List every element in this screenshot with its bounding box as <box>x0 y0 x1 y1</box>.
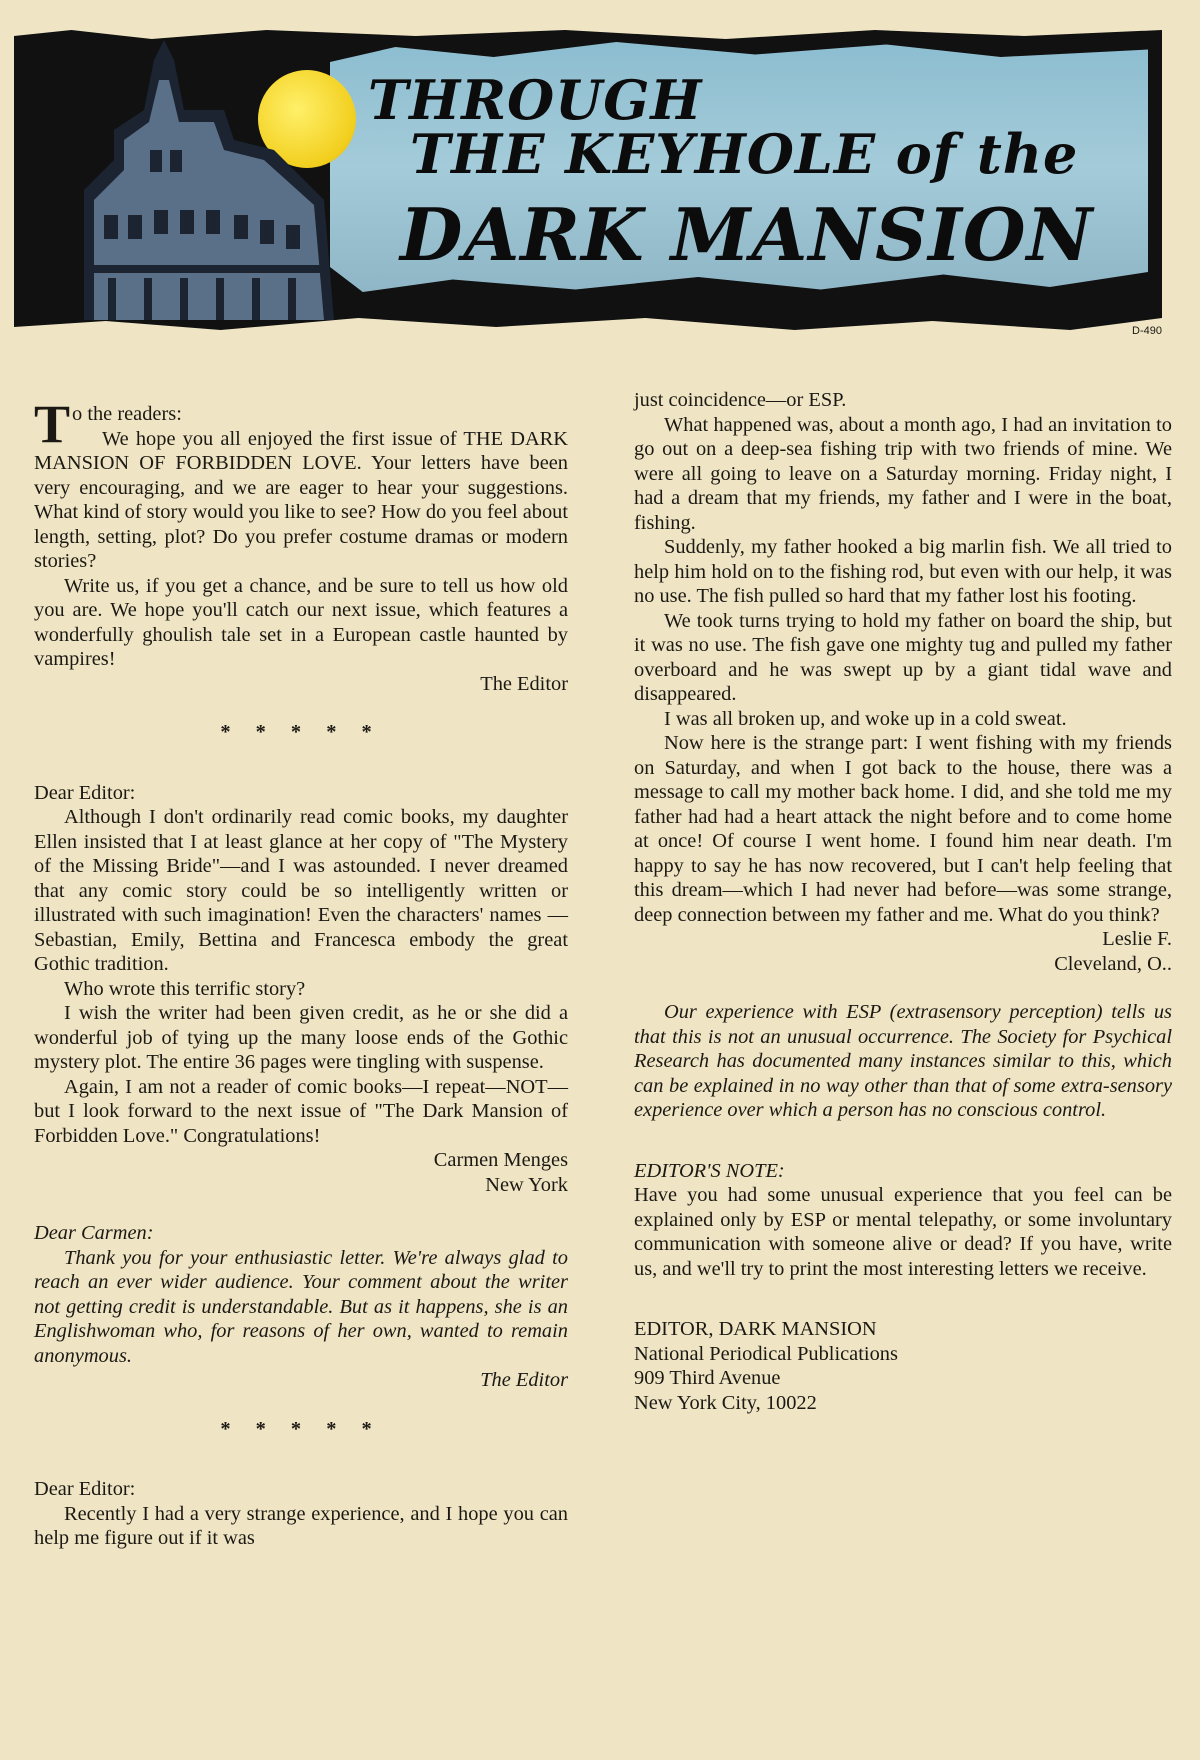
banner-title-line1: THROUGH <box>368 68 703 132</box>
reply2-body: Our experience with ESP (extrasensory perception) tells us that this is not an unusual occurrence. The Society for Psychical Research has documented many instances similar to this, which can be explained in no way other than that of some extra-sensory experience over which a person has no conscious control. <box>634 1001 1172 1121</box>
left-column <box>34 394 569 1551</box>
page-code: D-490 <box>1132 325 1162 337</box>
drop-cap: T <box>34 394 71 454</box>
reply1-signature: The Editor <box>480 1369 568 1391</box>
banner-title-line2: THE KEYHOLE of the <box>410 122 1079 186</box>
editors-note-heading: EDITOR'S NOTE: <box>634 1159 785 1182</box>
right-column <box>634 388 1172 1415</box>
letter2-signature-place: Cleveland, O.. <box>1054 952 1172 975</box>
reply1-salutation: Dear Carmen: <box>34 1222 154 1244</box>
address-line-3: 909 Third Avenue <box>634 1367 781 1389</box>
mansion-illustration <box>84 40 334 320</box>
intro-signature: The Editor <box>480 672 568 695</box>
letter1-signature-place: New York <box>485 1173 568 1196</box>
intro-salutation: To the readers: <box>34 394 182 454</box>
address-line-1: EDITOR, DARK MANSION <box>634 1318 877 1340</box>
letter2-paragraph-3: Suddenly, my father hooked a big marlin fish. We all tried to help him hold on to the fishing rod, but even with our help, it was no use. The fish pulled so hard that my father lost his footing. <box>634 536 1172 607</box>
address-line-2: National Periodical Publications <box>634 1342 898 1365</box>
letter1-signature-name: Carmen Menges <box>433 1149 568 1171</box>
letter2-salutation: Dear Editor: <box>34 1478 136 1500</box>
letter2-paragraph-2: What happened was, about a month ago, I had an invitation to go out on a deep-sea fishing trip with two friends of mine. We were all going to leave on a Saturday morning. Friday night, I had a dream that my friends, my father and I were in the boat, fishing. <box>634 413 1172 534</box>
letter1-paragraph-3: I wish the writer had been given credit, as he or she did a wonderful job of tying up the many loose ends of the Gothic mystery plot. The entire 36 pages were tingling with suspense. <box>34 1002 568 1073</box>
address-line-4: New York City, 10022 <box>634 1391 817 1414</box>
mailing-address <box>634 1317 1172 1415</box>
letter1-paragraph-2: Who wrote this terrific story? <box>64 977 306 1000</box>
letter2-paragraph-1: Recently I had a very strange experience, and I hope you can help me figure out if it was <box>34 1502 568 1549</box>
section-divider-2: * * * * * <box>220 1417 382 1440</box>
section-divider: * * * * * <box>220 721 382 743</box>
letter2-paragraph-4: We took turns trying to hold my father on board the ship, but it was no use. The fish gave one mighty tug and pulled my father overboard and he was swept up by a giant tidal wave and disappeared. <box>634 609 1172 705</box>
letter2-continued: just coincidence—or ESP. <box>634 389 847 411</box>
reply1-body: Thank you for your enthusiastic letter. We're always glad to reach an ever wider audience. Your comment about the writer not getting credit is understandable. But as it happens, she is an Englishwoman who, for reasons of her own, wanted to remain anonymous. <box>34 1246 568 1367</box>
letter2-paragraph-6: Now here is the strange part: I went fishing with my friends on Saturday, and when I got back to the house, there was a message to call my mother back home. I did, and she told me my father had had a heart attack the night before and to come home at once! Of course I went home. I found him near death. I'm happy to say he has now recovered, but I can't help feeling that this dream—which I had never had before—was some strange, deep connection between my father and me. What do you think? <box>634 732 1172 926</box>
letter2-paragraph-5: I was all broken up, and woke up in a cold sweat. <box>664 707 1067 730</box>
letter2-signature-name: Leslie F. <box>1102 928 1172 950</box>
banner-title-line3: DARK MANSION <box>400 192 1094 277</box>
letter1-paragraph-4: Again, I am not a reader of comic books—I repeat—NOT—but I look forward to the next issue of "The Dark Mansion of Forbidden Love." Congratulations! <box>34 1075 568 1147</box>
intro-paragraph-1: We hope you all enjoyed the first issue of THE DARK MANSION OF FORBIDDEN LOVE. Your letters have been very encouraging, and we are eager to hear your suggestions. What kind of story would you like to see? How do you feel about length, setting, plot? Do you prefer costume dramas or modern stories? <box>34 427 569 572</box>
editors-note-body: Have you had some unusual experience that you feel can be explained only by ESP or mental telepathy, or some involuntary communication with someone alive or dead? If you have, write us, and we'll try to print the most interesting letters we receive. <box>634 1184 1172 1280</box>
letter1-paragraph-1: Although I don't ordinarily read comic books, my daughter Ellen insisted that I at least glance at her copy of "The Mystery of the Missing Bride"—and I was astounded. I never dreamed that any comic story could be so intelligently written or illustrated with such imagination! Even the characters' names —Sebastian, Emily, Bettina and Francesca embody the great Gothic tradition. <box>34 806 568 975</box>
letter1-salutation: Dear Editor: <box>34 781 136 804</box>
intro-paragraph-2: Write us, if you get a chance, and be sure to tell us how old you are. We hope you'll catch our next issue, which features a wonderfully ghoulish tale set in a European castle haunted by vampires! <box>34 574 568 670</box>
